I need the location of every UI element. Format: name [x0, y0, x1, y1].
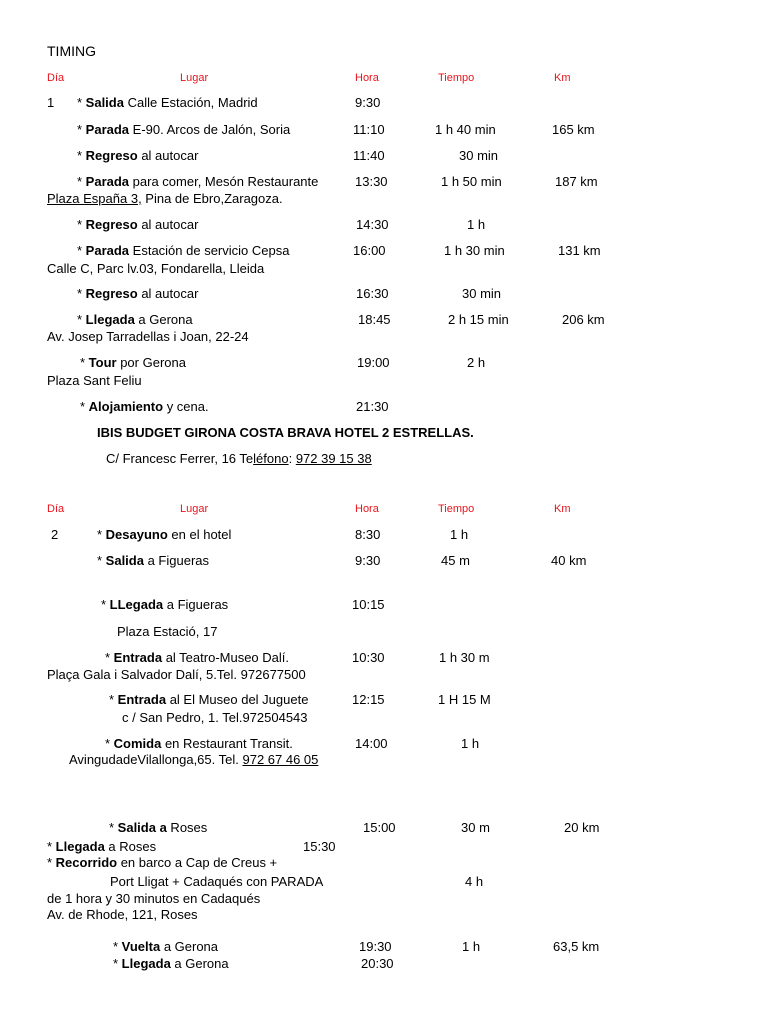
- itinerary-item: * LLegada a Figueras: [101, 597, 229, 612]
- itinerary-item: * Salida Calle Estación, Madrid: [77, 95, 258, 110]
- item-tiempo: 30 m: [461, 820, 490, 835]
- item-tiempo: 1 h 30 min: [444, 243, 505, 258]
- itinerary-item: * Regreso al autocar: [77, 148, 199, 163]
- item-tiempo: 1 h: [450, 527, 469, 542]
- header-km: Km: [554, 503, 571, 515]
- itinerary-item: * Parada Estación de servicio Cepsa: [77, 243, 290, 258]
- item-km: 20 km: [564, 820, 600, 835]
- item-tiempo: 30 min: [459, 148, 499, 163]
- day-number: 2: [51, 527, 59, 542]
- header-lugar: Lugar: [180, 503, 209, 515]
- item-hora: 11:40: [353, 148, 385, 163]
- item-hora: 10:15: [352, 597, 385, 612]
- item-tiempo: 1 h: [461, 736, 480, 751]
- item-address: Plaza Sant Feliu: [47, 373, 142, 388]
- itinerary-item: * Parada E-90. Arcos de Jalón, Soria: [77, 122, 291, 137]
- item-hora: 11:10: [353, 122, 385, 137]
- item-address: Av. de Rhode, 121, Roses: [47, 907, 198, 922]
- item-tiempo: 30 min: [462, 286, 502, 301]
- item-hora: 16:00: [353, 243, 386, 258]
- itinerary-item: * Regreso al autocar: [77, 286, 199, 301]
- itinerary-item: * Regreso al autocar: [77, 217, 199, 232]
- item-tiempo: 1 h: [467, 217, 486, 232]
- item-km: 187 km: [555, 174, 598, 189]
- itinerary-item: * Llegada a Roses: [47, 839, 157, 854]
- item-tiempo: 1 h 40 min: [435, 122, 496, 137]
- header-tiempo: Tiempo: [438, 72, 475, 84]
- item-hora: 14:30: [356, 217, 389, 232]
- itinerary-item: * Entrada al Teatro-Museo Dalí.: [105, 650, 290, 665]
- item-tiempo: 2 h 15 min: [448, 312, 509, 327]
- item-detail: Port Lligat + Cadaqués con PARADA: [110, 874, 324, 889]
- item-hora: 9:30: [355, 95, 381, 110]
- header-dia: Día: [47, 503, 65, 515]
- item-hora: 9:30: [355, 553, 381, 568]
- item-hora: 20:30: [361, 956, 394, 971]
- header-dia: Día: [47, 72, 65, 84]
- itinerary-item: * Comida en Restaurant Transit.: [105, 736, 293, 751]
- hotel-phone: 972 39 15 38: [295, 451, 372, 466]
- item-km: 165 km: [552, 122, 595, 137]
- item-address: Plaza Estació, 17: [117, 624, 218, 639]
- header-hora: Hora: [355, 503, 379, 515]
- header-km: Km: [554, 72, 571, 84]
- itinerary-item: * Recorrido en barco a Cap de Creus +: [47, 855, 278, 870]
- item-address: Av. Josep Tarradellas i Joan, 22-24: [47, 329, 249, 344]
- item-hora: 19:00: [357, 355, 390, 370]
- page-title: TIMING: [47, 43, 96, 59]
- item-hora: 15:30: [303, 839, 336, 854]
- item-hora: 16:30: [356, 286, 389, 301]
- itinerary-item: * Alojamiento y cena.: [80, 399, 209, 414]
- itinerary-item: * Desayuno en el hotel: [97, 527, 232, 542]
- item-tiempo: 2 h: [467, 355, 486, 370]
- item-hora: 12:15: [352, 692, 385, 707]
- item-hora: 10:30: [352, 650, 385, 665]
- itinerary-item: * Entrada al El Museo del Juguete: [109, 692, 309, 707]
- header-hora: Hora: [355, 72, 379, 84]
- item-tiempo: 1 h: [462, 939, 481, 954]
- itinerary-item: * Parada para comer, Mesón Restaurante: [77, 174, 319, 189]
- item-hora: 14:00: [355, 736, 388, 751]
- hotel-address: C/ Francesc Ferrer, 16 Teléfono: 972 39 15 38: [106, 451, 372, 466]
- item-hora: 13:30: [355, 174, 388, 189]
- item-address: c / San Pedro, 1. Tel.972504543: [122, 710, 308, 725]
- item-tiempo: 45 m: [441, 553, 470, 568]
- header-lugar: Lugar: [180, 72, 209, 84]
- item-address: Plaza España 3, Pina de Ebro,Zaragoza.: [47, 191, 283, 206]
- item-address: AvingudadeVilallonga,65. Tel. 972 67 46 05: [69, 752, 319, 767]
- restaurant-phone: 972 67 46 05: [242, 752, 319, 767]
- item-detail: de 1 hora y 30 minutos en Cadaqués: [47, 891, 261, 906]
- item-hora: 15:00: [363, 820, 396, 835]
- item-address: Calle C, Parc lv.03, Fondarella, Lleida: [47, 261, 265, 276]
- item-km: 40 km: [551, 553, 587, 568]
- item-hora: 21:30: [356, 399, 389, 414]
- day-number: 1: [47, 95, 55, 110]
- item-address: Plaça Gala i Salvador Dalí, 5.Tel. 972677500: [47, 667, 306, 682]
- item-tiempo: 1 h 50 min: [441, 174, 502, 189]
- item-km: 63,5 km: [553, 939, 600, 954]
- header-tiempo: Tiempo: [438, 503, 475, 515]
- itinerary-item: * Llegada a Gerona: [77, 312, 193, 327]
- itinerary-item: * Salida a Figueras: [97, 553, 210, 568]
- item-hora: 8:30: [355, 527, 381, 542]
- itinerary-item: * Vuelta a Gerona: [113, 939, 219, 954]
- itinerary-item: * Llegada a Gerona: [113, 956, 229, 971]
- item-hora: 19:30: [359, 939, 392, 954]
- item-tiempo: 1 H 15 M: [438, 692, 491, 707]
- item-tiempo: 1 h 30 m: [439, 650, 490, 665]
- itinerary-item: * Salida a Roses: [109, 820, 208, 835]
- item-tiempo: 4 h: [465, 874, 484, 889]
- hotel-name: IBIS BUDGET GIRONA COSTA BRAVA HOTEL 2 ESTRELLAS.: [97, 425, 474, 440]
- item-km: 206 km: [562, 312, 605, 327]
- item-km: 131 km: [558, 243, 601, 258]
- itinerary-item: * Tour por Gerona: [80, 355, 186, 370]
- item-hora: 18:45: [358, 312, 391, 327]
